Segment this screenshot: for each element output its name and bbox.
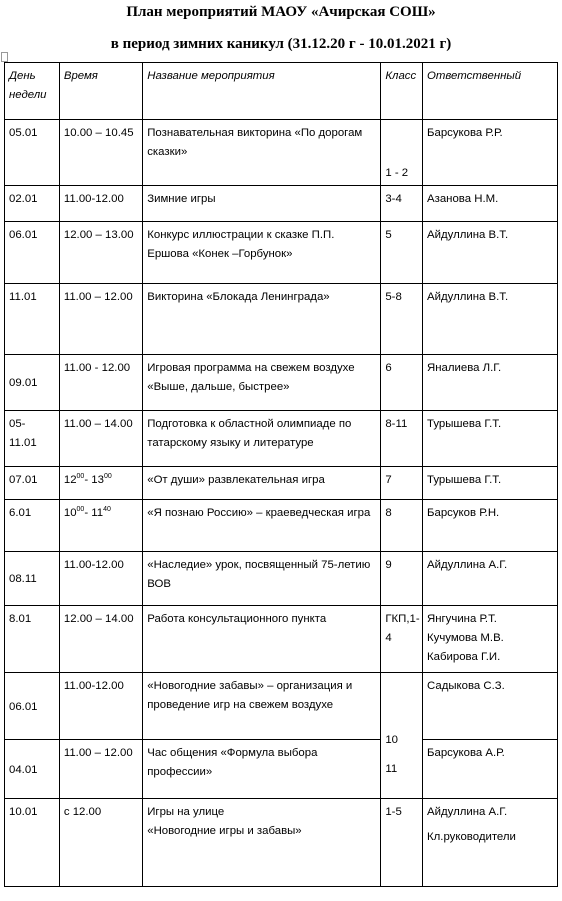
table-row bbox=[5, 284, 558, 355]
cell-grade: 7 bbox=[381, 467, 423, 500]
cell-grade: 8-11 bbox=[381, 411, 423, 467]
cell-grade: ГКП,1-4 bbox=[381, 606, 423, 673]
cell-day: 05- 11.01 bbox=[5, 411, 60, 467]
table-row bbox=[5, 186, 558, 222]
cell-grade: 5 bbox=[381, 222, 423, 284]
cell-day: 02.01 bbox=[5, 186, 60, 222]
table-row bbox=[5, 606, 558, 673]
cell-day: 10.01 bbox=[5, 799, 60, 887]
cell-name: Зимние игры bbox=[143, 186, 381, 222]
header-responsible: Ответственный bbox=[423, 63, 558, 120]
table-row bbox=[5, 673, 558, 740]
cell-time: 11.00 – 12.00 bbox=[59, 284, 142, 355]
table-row bbox=[5, 120, 558, 186]
table-header-row bbox=[5, 63, 558, 120]
table-row bbox=[5, 552, 558, 606]
header-time: Время bbox=[59, 63, 142, 120]
cell-day: 06.01 bbox=[5, 222, 60, 284]
cell-responsible: Барсукова Р.Р. bbox=[423, 120, 558, 186]
cell-name: Игровая программа на свежем воздухе «Выше, дальше, быстрее» bbox=[143, 355, 381, 411]
header-name: Название мероприятия bbox=[143, 63, 381, 120]
cell-day: 05.01 bbox=[5, 120, 60, 186]
cell-name: «Новогодние забавы» – организация и проведение игр на свежем воздухе bbox=[143, 673, 381, 740]
cell-name: «Наследие» урок, посвященный 75-летию ВОВ bbox=[143, 552, 381, 606]
cell-day: 08.11 bbox=[5, 552, 60, 606]
cell-responsible: Айдуллина А.Г. bbox=[423, 552, 558, 606]
cell-responsible: Айдуллина А.Г. Кл.руководители bbox=[423, 799, 558, 887]
cell-time: 12.00 – 14.00 bbox=[59, 606, 142, 673]
document-title: План мероприятий МАОУ «Ачирская СОШ» bbox=[126, 4, 436, 20]
cell-name: Игры на улице «Новогодние игры и забавы» bbox=[143, 799, 381, 887]
cell-responsible: Яналиева Л.Г. bbox=[423, 355, 558, 411]
table-row bbox=[5, 740, 558, 799]
cell-grade: 6 bbox=[381, 355, 423, 411]
cell-day: 06.01 bbox=[5, 673, 60, 740]
cell-time: 11.00-12.00 bbox=[59, 552, 142, 606]
cell-responsible: Янгучина Р.Т. Кучумова М.В. Кабирова Г.И. bbox=[423, 606, 558, 673]
cell-time: с 12.00 bbox=[59, 799, 142, 887]
cell-time: $12^{00}-$ $13^{00}$ bbox=[59, 467, 142, 500]
cell-name: Познавательная викторина «По дорогам сказки» bbox=[143, 120, 381, 186]
cell-grade: 1-5 bbox=[381, 799, 423, 887]
cell-time: 10.00 – 10.45 bbox=[59, 120, 142, 186]
cell-name: Подготовка к областной олимпиаде по татарскому языку и литературе bbox=[143, 411, 381, 467]
table-row bbox=[5, 799, 558, 887]
cell-grade: 3-4 bbox=[381, 186, 423, 222]
events-table bbox=[4, 62, 558, 887]
document-subtitle: в период зимних каникул (31.12.20 г - 10.01.2021 г) bbox=[110, 36, 452, 52]
cell-name: «От души» развлекательная игра bbox=[143, 467, 381, 500]
cell-responsible: Турышева Г.Т. bbox=[423, 467, 558, 500]
cell-grade: 9 bbox=[381, 552, 423, 606]
cell-day: 6.01 bbox=[5, 500, 60, 552]
cell-grade: 8 bbox=[381, 500, 423, 552]
cell-grade-merged: 10 11 bbox=[381, 673, 423, 799]
cell-responsible: Барсуков Р.Н. bbox=[423, 500, 558, 552]
cell-name: Конкурс иллюстрации к сказке П.П. Ершова «Конек –Горбунок» bbox=[143, 222, 381, 284]
cell-time: 11.00 - 12.00 bbox=[59, 355, 142, 411]
cell-day: 09.01 bbox=[5, 355, 60, 411]
cell-day: 07.01 bbox=[5, 467, 60, 500]
cell-name: Час общения «Формула выбора профессии» bbox=[143, 740, 381, 799]
table-anchor-marker bbox=[1, 52, 8, 62]
table-row bbox=[5, 222, 558, 284]
cell-time: 12.00 – 13.00 bbox=[59, 222, 142, 284]
cell-responsible: Айдуллина В.Т. bbox=[423, 284, 558, 355]
cell-time: 11.00 – 12.00 bbox=[59, 740, 142, 799]
cell-responsible: Барсукова А.Р. bbox=[423, 740, 558, 799]
table-row bbox=[5, 467, 558, 500]
table-row bbox=[5, 355, 558, 411]
header-day: День недели bbox=[5, 63, 60, 120]
cell-day: 04.01 bbox=[5, 740, 60, 799]
cell-responsible: Азанова Н.М. bbox=[423, 186, 558, 222]
cell-time: 11.00-12.00 bbox=[59, 186, 142, 222]
cell-day: 11.01 bbox=[5, 284, 60, 355]
header-grade: Класс bbox=[381, 63, 423, 120]
cell-day: 8.01 bbox=[5, 606, 60, 673]
cell-responsible: Садыкова С.З. bbox=[423, 673, 558, 740]
table-row bbox=[5, 411, 558, 467]
cell-grade: 1 - 2 bbox=[381, 120, 423, 186]
cell-name: Работа консультационного пункта bbox=[143, 606, 381, 673]
cell-responsible: Айдуллина В.Т. bbox=[423, 222, 558, 284]
cell-responsible: Турышева Г.Т. bbox=[423, 411, 558, 467]
cell-time: $10^{00}-$ $11^{40}$ bbox=[59, 500, 142, 552]
cell-grade: 5-8 bbox=[381, 284, 423, 355]
cell-time: 11.00 – 14.00 bbox=[59, 411, 142, 467]
cell-time: 11.00-12.00 bbox=[59, 673, 142, 740]
cell-name: Викторина «Блокада Ленинграда» bbox=[143, 284, 381, 355]
table-row bbox=[5, 500, 558, 552]
cell-name: «Я познаю Россию» – краеведческая игра bbox=[143, 500, 381, 552]
